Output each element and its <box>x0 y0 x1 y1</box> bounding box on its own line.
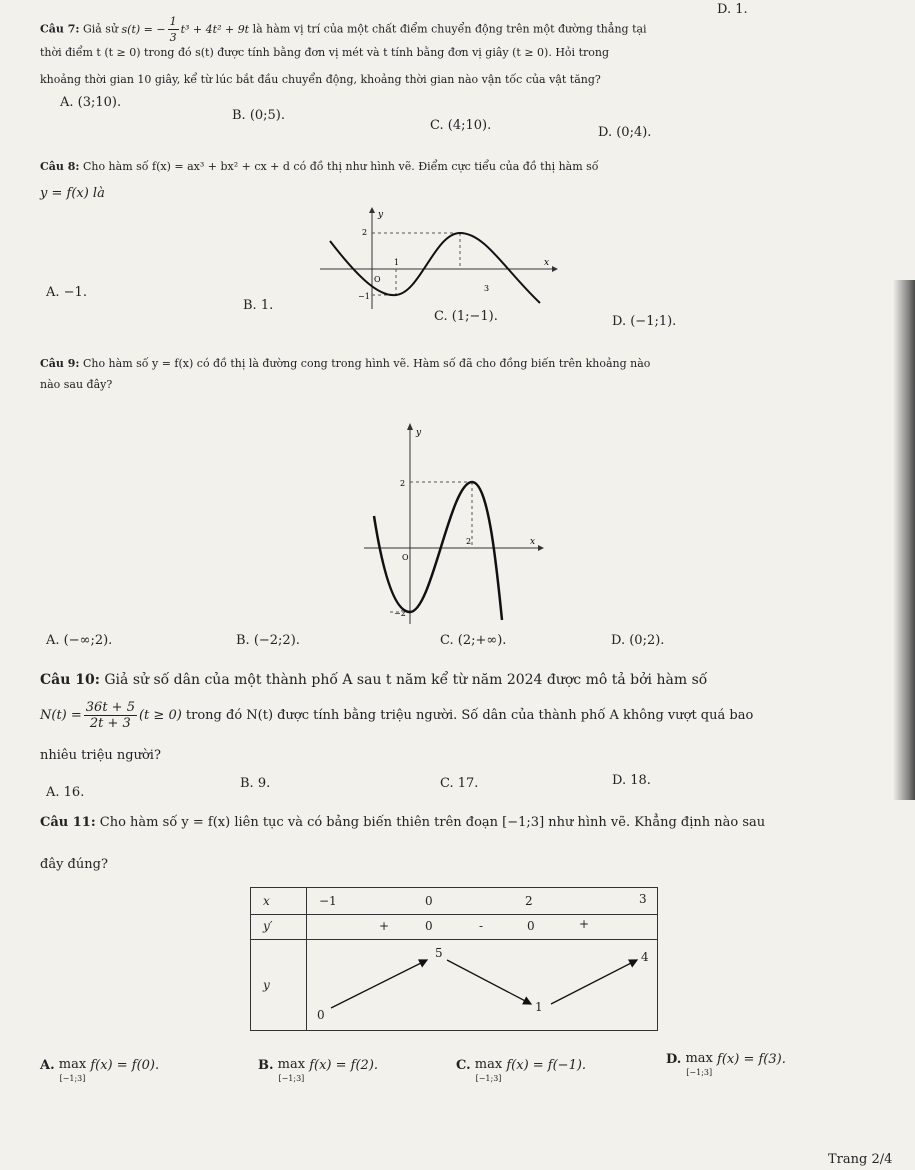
vt-x-value: −1 <box>319 894 337 908</box>
q8-line2: y = f(x) là <box>40 186 105 201</box>
q9-origin: O <box>402 553 409 562</box>
q9-option-b[interactable]: B. (−2;2). <box>236 633 300 648</box>
vt-y-value: 0 <box>317 1008 325 1022</box>
q10-formula: N(t) = $\frac{36t + 5}{2t + 3}$ (t ≥ 0) <box>40 700 182 731</box>
q8-x-arrow <box>552 266 558 272</box>
header-corner-text: D. 1. <box>717 2 748 17</box>
vt-sign: 0 <box>527 919 535 933</box>
q10-option-c[interactable]: C. 17. <box>440 776 479 791</box>
q9-option-d[interactable]: D. (0;2). <box>611 633 665 648</box>
q9-x-label: x <box>530 537 536 547</box>
q8-tick-x3: 3 <box>484 284 490 293</box>
q9-label: Câu 9: <box>40 357 80 370</box>
q9-tick-x: 2 <box>466 537 472 546</box>
q11-option-b[interactable]: B. max [−1;3] f(x) = f(2). <box>258 1057 379 1083</box>
q9-tick-y-top: 2 <box>400 479 406 488</box>
q7-line1: Câu 7: Giả sử s(t) = − $\frac{1}{3}$ t³ + 4t² + 9t là hàm vị trí của một chất điểm chuyển động trên một đường thẳng tại <box>40 15 647 44</box>
q7-option-a[interactable]: A. (3;10). <box>60 95 122 110</box>
q10-line1: Câu 10: Giả sử số dân của một thành phố A sau t năm kể từ năm 2024 được mô tả bởi hàm số <box>40 672 708 688</box>
q8-option-b[interactable]: B. 1. <box>243 298 274 313</box>
q8-x-label: x <box>544 258 550 268</box>
q11-option-a[interactable]: A. max [−1;3] f(x) = f(0). <box>40 1057 160 1083</box>
vt-arrow-down <box>447 960 531 1004</box>
q8-tick-y-top: 2 <box>362 228 368 237</box>
q11-option-d[interactable]: D. max [−1;3] f(x) = f(3). <box>666 1051 786 1077</box>
q11-line1: Câu 11: Cho hàm số y = f(x) liên tục và có bảng biến thiên trên đoạn [−1;3] như hình vẽ. Khẳng định nào sau <box>40 815 766 830</box>
q10-option-b[interactable]: B. 9. <box>240 776 271 791</box>
variation-table <box>250 887 658 1031</box>
q8-graph <box>320 205 560 310</box>
q9-option-c[interactable]: C. (2;+∞). <box>440 633 507 648</box>
vt-sign: + <box>579 917 590 931</box>
vt-sign: 0 <box>425 919 433 933</box>
vt-x-label: x <box>263 894 270 908</box>
q10-line3: nhiêu triệu người? <box>40 748 161 763</box>
q7-label: Câu 7: <box>40 22 80 36</box>
q9-y-arrow <box>407 423 413 430</box>
q10-label: Câu 10: <box>40 672 100 688</box>
vt-y-value: 5 <box>435 946 443 960</box>
page-number: Trang 2/4 <box>828 1152 893 1167</box>
vt-sign: - <box>479 919 484 933</box>
vt-yprime-label: y′ <box>263 919 273 933</box>
q9-curve <box>374 482 502 620</box>
q9-line2: nào sau đây? <box>40 378 113 391</box>
q8-y-label: y <box>378 210 384 220</box>
q10-option-d[interactable]: D. 18. <box>612 773 651 788</box>
vt-y-value: 4 <box>641 950 649 964</box>
q7-formula: s(t) = − $\frac{1}{3}$ t³ + 4t² + 9t <box>121 15 250 44</box>
q8-y-arrow <box>369 207 375 213</box>
q7-option-d[interactable]: D. (0;4). <box>598 125 652 140</box>
q8-tick-y-bottom: −1 <box>358 292 370 301</box>
q10-option-a[interactable]: A. 16. <box>46 785 85 800</box>
q9-graph <box>360 420 550 625</box>
q10-line2: N(t) = $\frac{36t + 5}{2t + 3}$ (t ≥ 0) trong đó N(t) được tính bằng triệu người. Số dân của thành phố A không vượt quá bao <box>40 700 754 731</box>
q9-option-a[interactable]: A. (−∞;2). <box>46 633 113 648</box>
vt-y-label: y <box>263 978 270 992</box>
q7-option-b[interactable]: B. (0;5). <box>232 108 286 123</box>
q7-line3: khoảng thời gian 10 giây, kể từ lúc bắt đầu chuyển động, khoảng thời gian nào vận tốc của vật tăng? <box>40 73 601 86</box>
q8-option-a[interactable]: A. −1. <box>46 285 87 300</box>
q7-line2: thời điểm t (t ≥ 0) trong đó s(t) được tính bằng đơn vị mét và t tính bằng đơn vị giây (t ≥ 0). Hỏi trong <box>40 46 609 59</box>
q9-y-label: y <box>416 428 422 438</box>
q11-line2: đây đúng? <box>40 857 108 872</box>
q9-tick-y-bottom: −2 <box>394 609 406 618</box>
q7-option-c[interactable]: C. (4;10). <box>430 118 492 133</box>
q8-line1: Câu 8: Cho hàm số f(x) = ax³ + bx² + cx + d có đồ thị như hình vẽ. Điểm cực tiểu của đồ thị hàm số <box>40 160 599 173</box>
vt-x-value: 2 <box>525 894 533 908</box>
q8-origin: O <box>374 275 381 284</box>
vt-y-value: 1 <box>535 1000 543 1014</box>
q8-tick-x1: 1 <box>394 258 400 267</box>
q9-line1: Câu 9: Cho hàm số y = f(x) có đồ thị là đường cong trong hình vẽ. Hàm số đã cho đồng biến trên khoảng nào <box>40 357 651 370</box>
q8-option-d[interactable]: D. (−1;1). <box>612 314 677 329</box>
vt-arrow-up-1 <box>331 960 427 1008</box>
vt-arrow-up-2 <box>551 960 637 1004</box>
q9-x-arrow <box>538 545 544 551</box>
vt-arrows <box>307 940 659 1030</box>
vt-x-value: 0 <box>425 894 433 908</box>
edge-shadow <box>893 280 915 800</box>
q8-option-c[interactable]: C. (1;−1). <box>434 309 498 324</box>
q11-option-c[interactable]: C. max [−1;3] f(x) = f(−1). <box>456 1057 587 1083</box>
vt-sign: + <box>379 919 390 933</box>
q8-label: Câu 8: <box>40 160 80 173</box>
vt-x-value: 3 <box>639 892 647 906</box>
q11-label: Câu 11: <box>40 815 96 830</box>
